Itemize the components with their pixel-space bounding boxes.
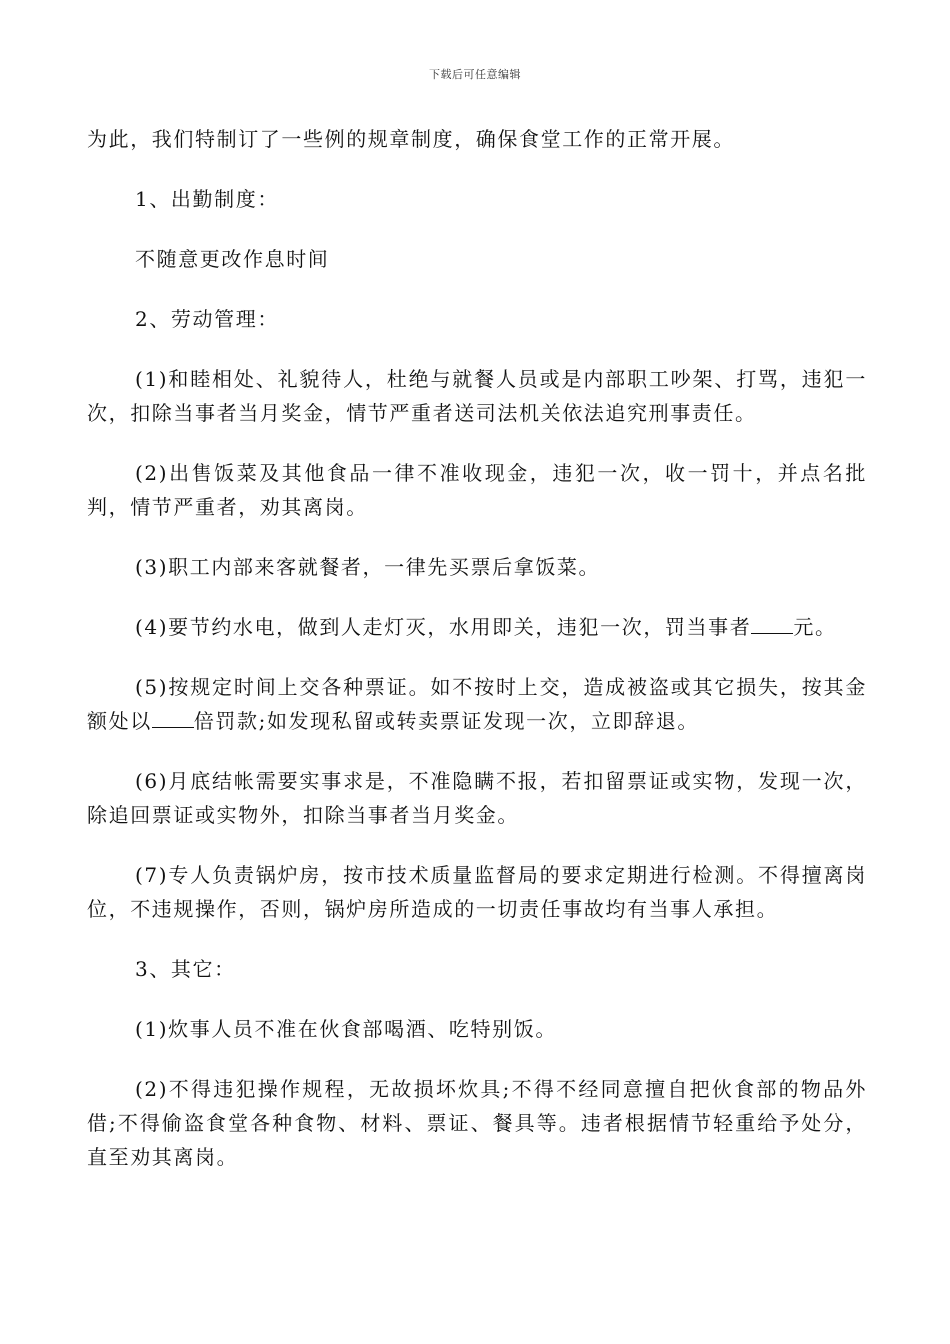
document-body [87, 122, 867, 1200]
fill-in-blank [751, 615, 793, 634]
fill-in-blank [152, 709, 194, 728]
paragraph-labor-4-text-b: 元。 [793, 615, 837, 639]
paragraph-labor-5 [87, 670, 867, 738]
paragraph-labor-7: (7)专人负责锅炉房，按市技术质量监督局的要求定期进行检测。不得擅离岗位，不违规操作，否则，锅炉房所造成的一切责任事故均有当事人承担。 [87, 863, 867, 921]
paragraph-labor-1: (1)和睦相处、礼貌待人，杜绝与就餐人员或是内部职工吵架、打骂，违犯一次，扣除当事者当月奖金，情节严重者送司法机关依法追究刑事责任。 [87, 367, 867, 425]
paragraph-labor-3: (3)职工内部来客就餐者，一律先买票后拿饭菜。 [135, 555, 601, 579]
page-header: 下载后可任意编辑 [429, 68, 521, 81]
paragraph-labor-5-text-b: 倍罚款;如发现私留或转卖票证发现一次，立即辞退。 [193, 709, 699, 733]
paragraph-attendance-rule: 不随意更改作息时间 [135, 247, 330, 271]
paragraph-labor-4-text-a: (4)要节约水电，做到人走灯灭，水用即关，违犯一次，罚当事者 [135, 615, 752, 639]
section-heading-other: 3、其它： [135, 957, 236, 981]
paragraph-other-1: (1)炊事人员不准在伙食部喝酒、吃特别饭。 [135, 1017, 557, 1041]
paragraph-labor-2: (2)出售饭菜及其他食品一律不准收现金，违犯一次，收一罚十，并点名批判，情节严重者，劝其离岗。 [87, 461, 867, 519]
section-heading-labor: 2、劳动管理： [135, 307, 279, 331]
paragraph-labor-4 [87, 610, 867, 644]
paragraph-labor-6: (6)月底结帐需要实事求是，不准隐瞒不报，若扣留票证或实物，发现一次，除追回票证或实物外，扣除当事者当月奖金。 [87, 769, 867, 827]
paragraph-other-2: (2)不得违犯操作规程，无故损坏炊具;不得不经同意擅自把伙食部的物品外借;不得偷盗食堂各种食物、材料、票证、餐具等。违者根据情节轻重给予处分，直至劝其离岗。 [87, 1077, 867, 1169]
paragraph-intro: 为此，我们特制订了一些例的规章制度，确保食堂工作的正常开展。 [87, 127, 735, 151]
paragraph-labor-5-text-a: (5)按规定时间上交各种票证。如不按时上交，造成被盗或其它损失，按其金额处以 [87, 675, 867, 733]
section-heading-attendance: 1、出勤制度： [135, 187, 279, 211]
